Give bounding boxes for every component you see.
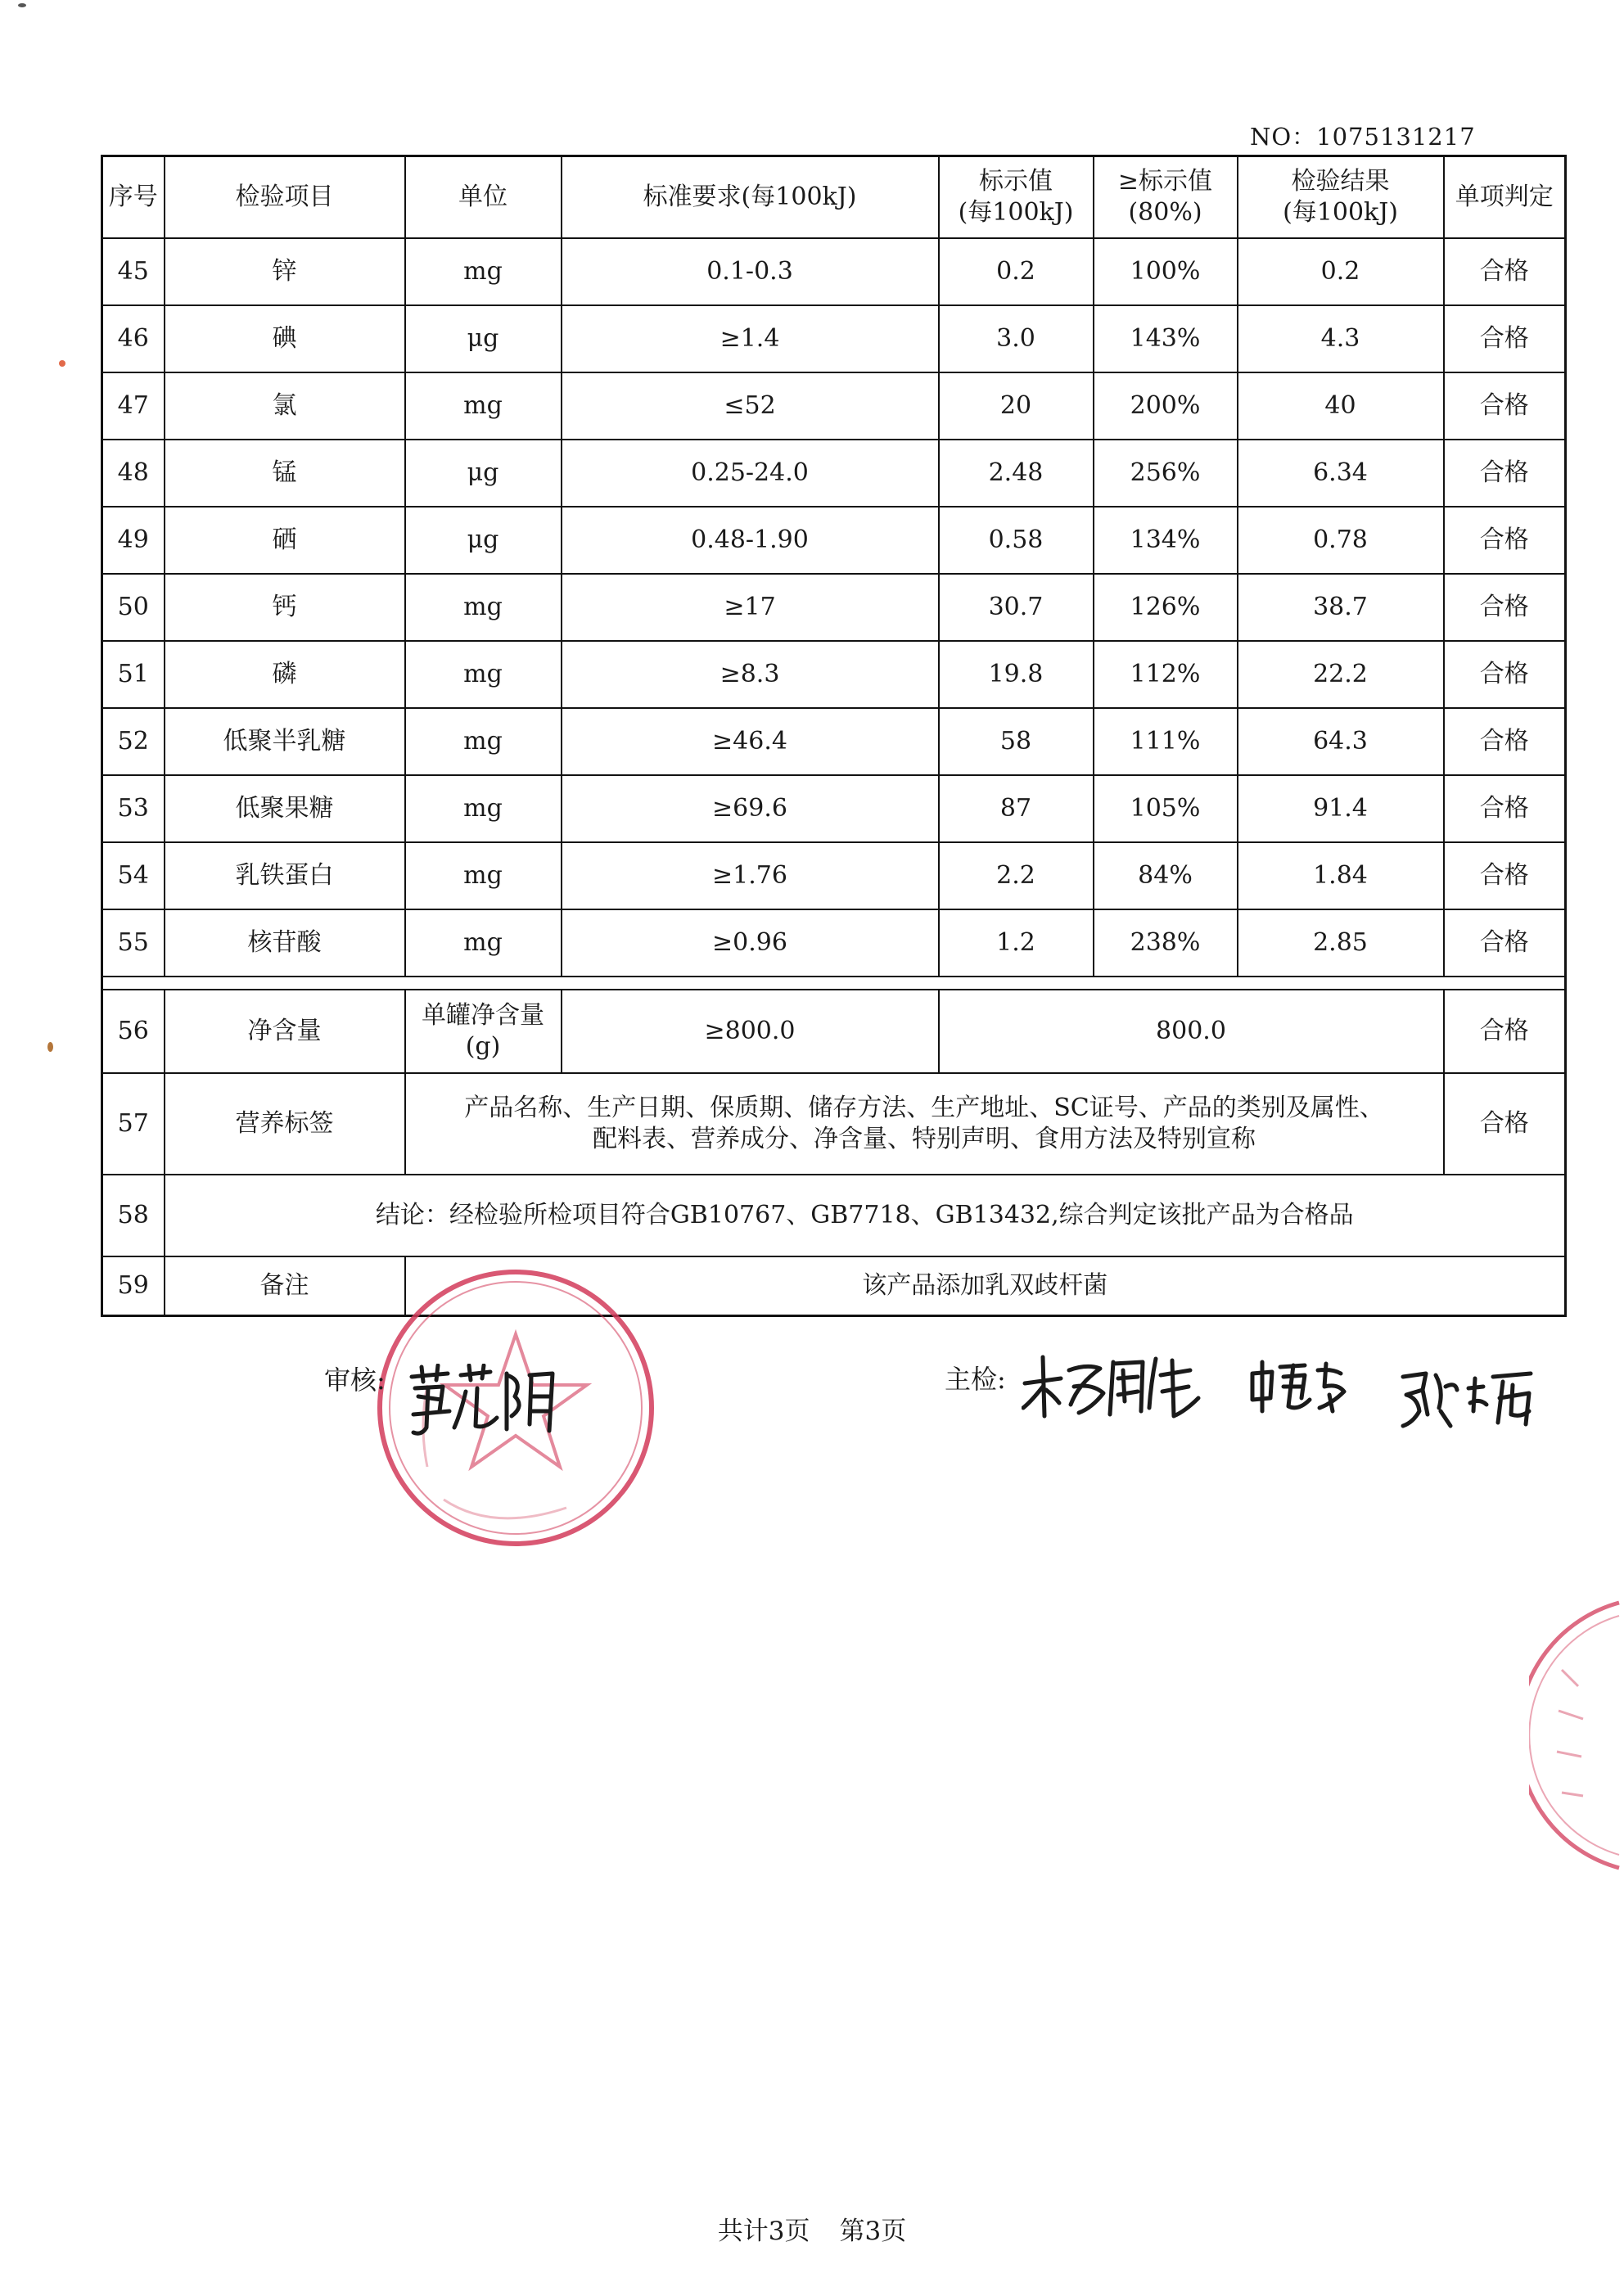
header-result-line2: (每100kJ) — [1283, 198, 1398, 227]
row-unit: mg — [405, 708, 562, 775]
row-verdict: 合格 — [1444, 909, 1566, 977]
table-row-net-content — [102, 990, 1566, 1073]
scan-speck — [47, 1042, 53, 1052]
inspector-signature-1 — [1022, 1351, 1203, 1421]
row-seq: 48 — [102, 440, 165, 507]
label-row-text — [405, 1073, 1444, 1175]
row-result: 1.84 — [1238, 842, 1444, 909]
row-ratio: 256% — [1094, 440, 1238, 507]
row-standard: ≥1.4 — [562, 305, 939, 372]
row-item: 氯 — [165, 372, 405, 440]
scan-speck — [59, 360, 65, 367]
label-row-verdict: 合格 — [1444, 1073, 1566, 1175]
table-row-conclusion — [102, 1175, 1566, 1256]
table-row — [102, 440, 1566, 507]
header-ratio-line1: ≥标示值 — [1117, 166, 1213, 196]
table-row — [102, 507, 1566, 574]
reviewer-signature — [407, 1364, 562, 1442]
label-row-seq: 57 — [102, 1073, 165, 1175]
row-item: 低聚果糖 — [165, 775, 405, 842]
net-content-result: 800.0 — [939, 990, 1444, 1073]
row-ratio: 112% — [1094, 641, 1238, 708]
net-content-unit-line2: (g) — [465, 1032, 501, 1061]
row-seq: 52 — [102, 708, 165, 775]
header-ratio — [1094, 156, 1238, 239]
table-row — [102, 641, 1566, 708]
row-item: 碘 — [165, 305, 405, 372]
table-row — [102, 372, 1566, 440]
row-result: 64.3 — [1238, 708, 1444, 775]
inspector-label: 主检: — [945, 1364, 1006, 1395]
table-separator-row — [102, 977, 1566, 990]
row-unit: μg — [405, 305, 562, 372]
row-verdict: 合格 — [1444, 641, 1566, 708]
header-result-line1: 检验结果 — [1291, 166, 1390, 196]
row-seq: 53 — [102, 775, 165, 842]
header-result — [1238, 156, 1444, 239]
row-unit: mg — [405, 842, 562, 909]
row-labeled-value: 1.2 — [939, 909, 1094, 977]
row-unit: mg — [405, 641, 562, 708]
table-header-row — [102, 156, 1566, 239]
conclusion-seq: 58 — [102, 1175, 165, 1256]
header-unit: 单位 — [405, 156, 562, 239]
row-verdict: 合格 — [1444, 574, 1566, 641]
row-standard: 0.1-0.3 — [562, 238, 939, 305]
row-verdict: 合格 — [1444, 372, 1566, 440]
header-ratio-line2: (80%) — [1128, 198, 1202, 227]
row-result: 0.78 — [1238, 507, 1444, 574]
net-content-unit — [405, 990, 562, 1073]
reviewer-label: 审核: — [324, 1365, 386, 1396]
row-seq: 54 — [102, 842, 165, 909]
header-labeled-line1: 标示值 — [979, 166, 1053, 196]
row-ratio: 200% — [1094, 372, 1238, 440]
row-result: 22.2 — [1238, 641, 1444, 708]
row-labeled-value: 87 — [939, 775, 1094, 842]
row-seq: 46 — [102, 305, 165, 372]
row-standard: ≥69.6 — [562, 775, 939, 842]
row-item: 低聚半乳糖 — [165, 708, 405, 775]
table-row-remark — [102, 1256, 1566, 1316]
row-item: 核苷酸 — [165, 909, 405, 977]
net-content-item: 净含量 — [165, 990, 405, 1073]
row-labeled-value: 58 — [939, 708, 1094, 775]
row-ratio: 100% — [1094, 238, 1238, 305]
row-standard: 0.48-1.90 — [562, 507, 939, 574]
row-verdict: 合格 — [1444, 507, 1566, 574]
header-seq: 序号 — [102, 156, 165, 239]
row-result: 91.4 — [1238, 775, 1444, 842]
row-unit: μg — [405, 507, 562, 574]
remark-label: 备注 — [165, 1256, 405, 1316]
row-ratio: 126% — [1094, 574, 1238, 641]
page-total: 共计3页 — [717, 2217, 810, 2246]
row-result: 2.85 — [1238, 909, 1444, 977]
row-item: 钙 — [165, 574, 405, 641]
row-result: 0.2 — [1238, 238, 1444, 305]
row-seq: 51 — [102, 641, 165, 708]
net-content-unit-line1: 单罐净含量 — [422, 1000, 544, 1030]
header-standard: 标准要求(每100kJ) — [562, 156, 939, 239]
row-ratio: 84% — [1094, 842, 1238, 909]
row-seq: 55 — [102, 909, 165, 977]
row-unit: mg — [405, 775, 562, 842]
row-standard: ≥46.4 — [562, 708, 939, 775]
conclusion-text: 结论：经检验所检项目符合GB10767、GB7718、GB13432,综合判定该批产品为合格品 — [165, 1175, 1566, 1256]
row-seq: 47 — [102, 372, 165, 440]
scan-speck — [18, 3, 26, 7]
row-unit: μg — [405, 440, 562, 507]
row-result: 4.3 — [1238, 305, 1444, 372]
table-row — [102, 238, 1566, 305]
row-standard: 0.25-24.0 — [562, 440, 939, 507]
table-row-nutrition-label — [102, 1073, 1566, 1175]
row-seq: 50 — [102, 574, 165, 641]
row-result: 6.34 — [1238, 440, 1444, 507]
page-footer — [0, 2210, 1624, 2247]
row-seq: 49 — [102, 507, 165, 574]
row-item: 磷 — [165, 641, 405, 708]
row-verdict: 合格 — [1444, 305, 1566, 372]
row-labeled-value: 3.0 — [939, 305, 1094, 372]
row-ratio: 238% — [1094, 909, 1238, 977]
page-current: 第3页 — [839, 2217, 907, 2246]
label-row-text-line2: 配料表、营养成分、净含量、特别声明、食用方法及特别宣称 — [593, 1125, 1256, 1153]
row-unit: mg — [405, 372, 562, 440]
header-verdict: 单项判定 — [1444, 156, 1566, 239]
inspector-signature-2 — [1247, 1359, 1347, 1416]
header-item: 检验项目 — [165, 156, 405, 239]
row-standard: ≥17 — [562, 574, 939, 641]
row-verdict: 合格 — [1444, 440, 1566, 507]
row-verdict: 合格 — [1444, 775, 1566, 842]
remark-text: 该产品添加乳双歧杆菌 — [405, 1256, 1566, 1316]
row-ratio: 143% — [1094, 305, 1238, 372]
inspector-signature-3 — [1398, 1365, 1536, 1432]
row-labeled-value: 2.2 — [939, 842, 1094, 909]
row-verdict: 合格 — [1444, 238, 1566, 305]
row-result: 38.7 — [1238, 574, 1444, 641]
row-standard: ≥1.76 — [562, 842, 939, 909]
row-labeled-value: 0.58 — [939, 507, 1094, 574]
table-row — [102, 842, 1566, 909]
label-row-item: 营养标签 — [165, 1073, 405, 1175]
header-labeled-value — [939, 156, 1094, 239]
row-verdict: 合格 — [1444, 842, 1566, 909]
row-ratio: 134% — [1094, 507, 1238, 574]
separator-cell — [102, 977, 1566, 990]
net-content-standard: ≥800.0 — [562, 990, 939, 1073]
row-result: 40 — [1238, 372, 1444, 440]
table-row — [102, 305, 1566, 372]
row-standard: ≤52 — [562, 372, 939, 440]
net-content-verdict: 合格 — [1444, 990, 1566, 1073]
row-labeled-value: 20 — [939, 372, 1094, 440]
inspection-table — [101, 155, 1567, 1317]
row-ratio: 111% — [1094, 708, 1238, 775]
net-content-seq: 56 — [102, 990, 165, 1073]
row-ratio: 105% — [1094, 775, 1238, 842]
row-labeled-value: 19.8 — [939, 641, 1094, 708]
row-item: 乳铁蛋白 — [165, 842, 405, 909]
row-labeled-value: 30.7 — [939, 574, 1094, 641]
row-unit: mg — [405, 909, 562, 977]
row-item: 锰 — [165, 440, 405, 507]
row-unit: mg — [405, 238, 562, 305]
label-row-text-line1: 产品名称、生产日期、保质期、储存方法、生产地址、SC证号、产品的类别及属性、 — [464, 1093, 1384, 1122]
row-unit: mg — [405, 574, 562, 641]
table-row — [102, 775, 1566, 842]
table-row — [102, 574, 1566, 641]
company-stamp — [1529, 1596, 1624, 1874]
table-row — [102, 909, 1566, 977]
row-verdict: 合格 — [1444, 708, 1566, 775]
row-item: 锌 — [165, 238, 405, 305]
row-standard: ≥0.96 — [562, 909, 939, 977]
row-seq: 45 — [102, 238, 165, 305]
row-labeled-value: 2.48 — [939, 440, 1094, 507]
report-number: NO：1075131217 — [1250, 123, 1476, 151]
row-labeled-value: 0.2 — [939, 238, 1094, 305]
header-labeled-line2: (每100kJ) — [958, 198, 1074, 227]
table-row — [102, 708, 1566, 775]
row-item: 硒 — [165, 507, 405, 574]
remark-seq: 59 — [102, 1256, 165, 1316]
row-standard: ≥8.3 — [562, 641, 939, 708]
